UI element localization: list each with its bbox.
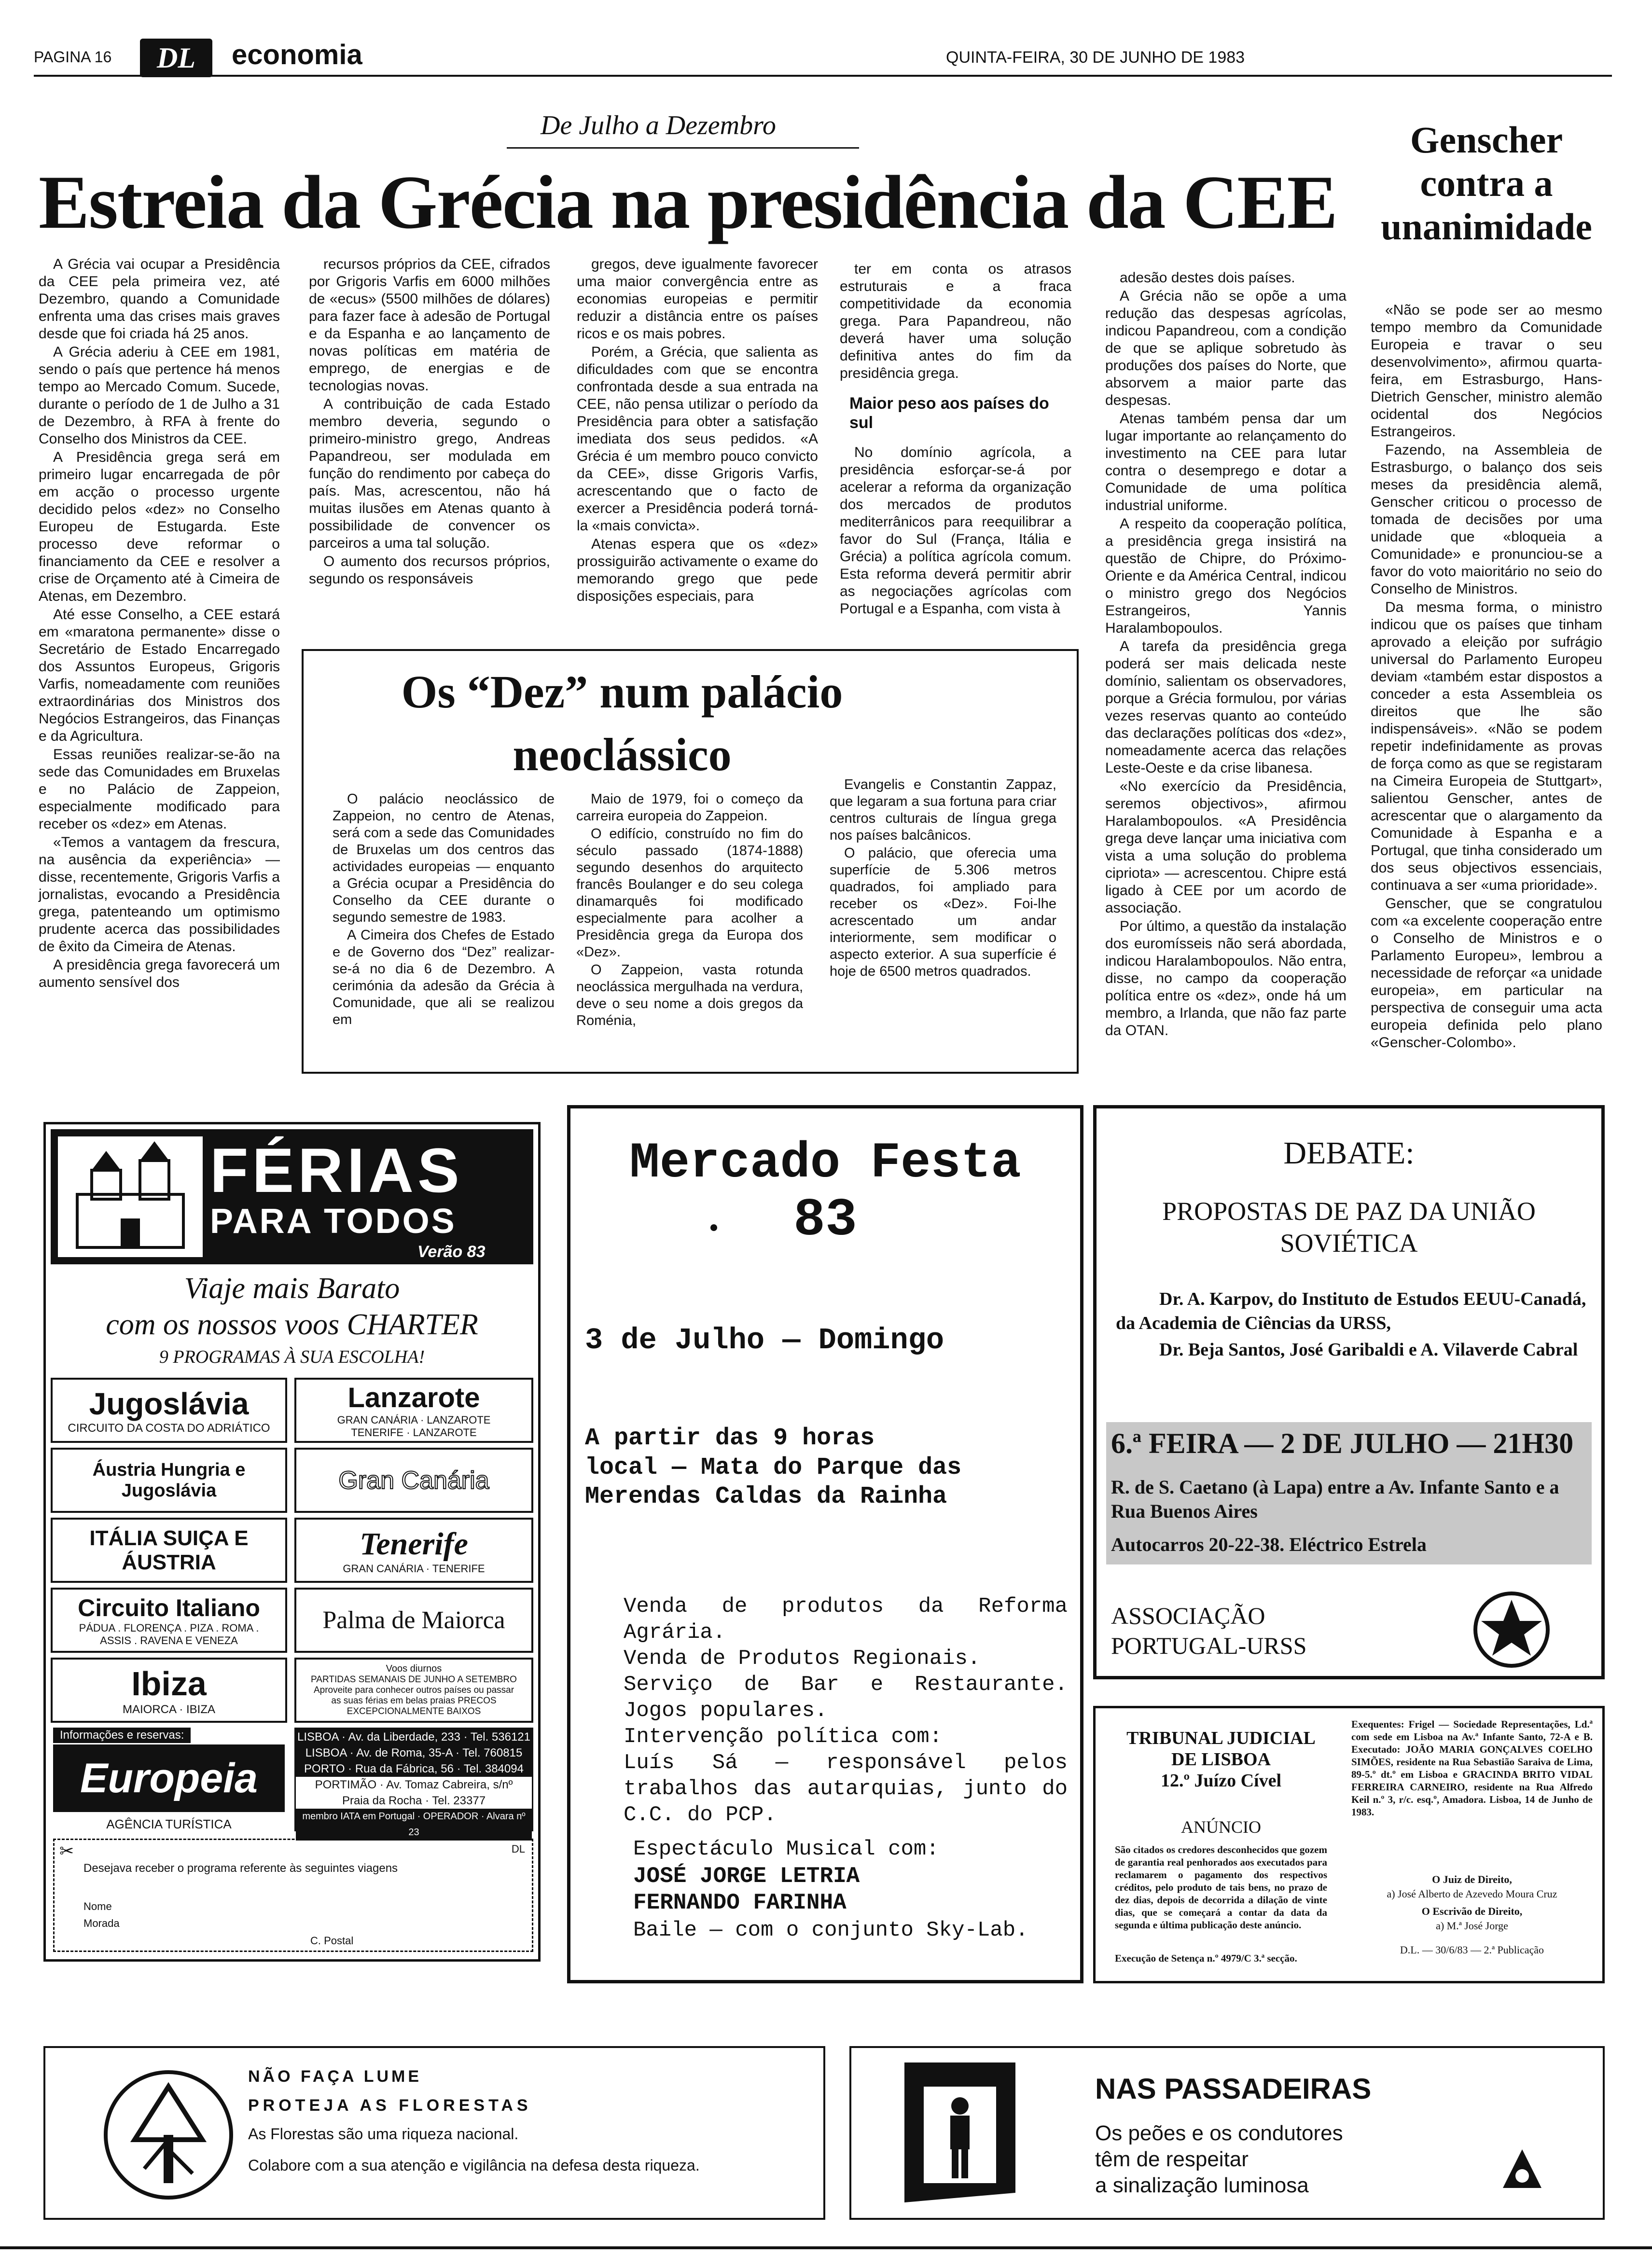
dest-name: Ibiza [131,1664,207,1702]
dest-lanzarote [294,1378,533,1443]
ferias-title: FÉRIAS [210,1135,463,1205]
coupon-request: Desejava receber o programa referente às seguintes viagens [83,1862,398,1875]
fire-line-2: PROTEJA AS FLORESTAS [248,2096,532,2115]
article-column-5 [1105,269,1347,1070]
ferias-slogan-1: Viaje mais Barato [184,1272,400,1305]
address-line: LISBOA · Av. da Liberdade, 233 · Tel. 536121 [296,1729,532,1745]
agency-logo [53,1744,285,1812]
ad-ferias [43,1122,541,1962]
coupon [53,1839,533,1952]
mercado-item: Intervenção política com: [624,1725,943,1749]
court-line: 12.º Juízo Cível [1160,1771,1282,1791]
article-column-2 [309,256,550,627]
debate-transport: Autocarros 20-22-38. Eléctrico Estrela [1111,1534,1427,1555]
castle-illustration [58,1136,203,1257]
palace-headline: Os “Dez” num palácio neoclássico [401,666,843,780]
notice-body: São citados os credores desconhecidos que gozem de garantia real penhorados aos executados para reclamarem o pagamento dos respectivos créditos, pelo produto de tais bens, no prazo de dez dias, depois de decorrida a dilação de vinte dias, que se começará a contar da data da segunda e última publicação deste anúncio. [1115,1844,1327,1931]
ad-tribunal [1093,1706,1605,1983]
ad-debate [1093,1105,1605,1679]
debate-speakers-1: Dr. A. Karpov, do Instituto de Estudos EEUU-Canadá, da Academia de Ciências da URSS, [1116,1289,1586,1333]
article-kicker: De Julho a Dezembro [541,111,776,140]
dest-sub: PARTIDAS SEMANAIS DE JUNHO A SETEMBRO Aproveite para conhecer outros países ou passar as suas férias em belas praias PRECOS EXCEPCIONALMENTE BAIXOS [311,1675,517,1716]
paragraph: A respeito da cooperação política, a presidência grega insistirá na questão de Chipre, do Próximo-Oriente e da América Central, indicou o ministro grego dos Negócios Estrangeiros, Yannis Haralambopoulos. [1105,516,1347,636]
paragraph: Porém, a Grécia, que salienta as dificuldades com que se encontra confrontada desde a sua entrada na CEE, não pensa utilizar o período da Presidência para obter a satisfação imediata dos seus pedidos. «A Grécia é um membro pouco convicto da CEE», disse Grigoris Varfis, acrescentando que o facto de exercer a Presidência poderá torná-la «mais convicta». [577,344,818,534]
agency-addresses [294,1728,533,1838]
mercado-place: local — Mata do Parque das Merendas Caldas da Rainha [585,1454,962,1510]
ferias-banner [51,1129,533,1264]
ad-fire-prevention [43,2046,825,2220]
crossing-line: têm de respeitar [1095,2147,1249,2171]
paragraph: A Grécia não se opõe a uma redução das despesas agrícolas, indicou Papandreou, com a condição de que se aplique sobretudo às produções dos países do Norte, que absorvem a maior parte das despesas. [1105,288,1347,408]
paragraph: O aumento dos recursos próprios, segundo os responsáveis [309,554,550,587]
agency-name: Europeia [80,1755,258,1801]
article-column-1 [39,256,280,1066]
section-title: economia [232,39,362,70]
paragraph: Atenas também pensa dar um lugar importante ao relançamento do investimento na CEE para lutar contra o desemprego e dotar a Comunidade de uma política industrial uniforme. [1105,411,1347,513]
paragraph: «Não se pode ser ao mesmo tempo membro da Comunidade Europeia e travar o seu desenvolvimento», afirmou quarta-feira, em Estrasburgo, Hans-Dietrich Genscher, ministro alemão ocidental dos Negócios Estrangeiros. [1371,302,1602,440]
article-column-3 [577,256,818,627]
crossing-line: Os peões e os condutores [1095,2121,1343,2145]
palace-column-3 [830,776,1056,1066]
dest-gran-canaria [294,1448,533,1513]
paragraph: gregos, deve igualmente favorecer uma maior convergência entre as economias europeias e permitir reduzir a distância entre os países ricos e os mais pobres. [577,256,818,342]
debate-when: 6.ª FEIRA — 2 DE JULHO — 21H30 [1111,1427,1574,1459]
paragraph: ter em conta os atrasos estruturais e a fraca competitividade da economia grega. Para Papandreou, não deverá haver uma solução definitiva antes do fim da presidência grega. [840,261,1071,381]
paragraph: No domínio agrícola, a presidência esforçar-se-á por acelerar a reforma da organização dos mercados de produtos mediterrânicos para reequilibrar a favor do Sul (França, Itália e Grécia) a política agrícola comum. Esta reforma deverá permitir abrir as negociações agrícolas com Portugal e a Espanha, com vista à [840,444,1071,617]
coupon-nome: Nome [83,1900,112,1912]
court-line: TRIBUNAL JUDICIAL [1126,1728,1316,1748]
mercado-date: 3 de Julho — Domingo [585,1323,944,1357]
mercado-item: Venda de produtos da Reforma Agrária. [624,1594,1068,1645]
issue-date: QUINTA-FEIRA, 30 DE JUNHO DE 1983 [946,48,1245,67]
paragraph: Evangelis e Constantin Zappaz, que legaram a sua fortuna para criar centros culturais de língua grega nos países balcânicos. [830,777,1056,843]
paragraph: A Cimeira dos Chefes de Estado e de Governo dos “Dez” realizar-se-á no dia 6 de Dezembro. A cerimónia da adesão da Grécia à Comunidade, que ali se realizou em [333,927,555,1027]
dest-name: Voos diurnos [386,1663,442,1674]
clerk-name: a) M.ª José Jorge [1436,1920,1508,1932]
palace-box [302,649,1079,1074]
main-headline: Estreia da Grécia na presidência da CEE [39,160,1337,245]
dest-sub: MAIORCA · IBIZA [122,1702,216,1716]
ferias-slogan-2: com os nossos voos CHARTER [106,1308,478,1341]
dest-palma [294,1588,533,1653]
dest-italia [51,1518,287,1583]
prevention-logo-icon [1493,2140,1551,2198]
mercado-artist: JOSÉ JORGE LETRIA [633,1864,860,1889]
address-line: PORTIMÃO · Av. Tomaz Cabreira, s/nº [315,1778,513,1791]
mercado-title: Mercado Festa [629,1135,1021,1192]
dest-voos-diurnos [294,1658,533,1723]
judge-label: O Juiz de Direito, [1432,1873,1512,1885]
dest-name: Áustria Hungria e Jugoslávia [92,1459,246,1501]
mercado-item: Luís Sá — responsável pelos trabalhos das autarquias, junto do C.C. do PCP. [624,1751,1068,1827]
paragraph: O edifício, construído no fim do século passado (1874-1888) segundo desenhos do arquitecto francês Boulanger e do seu colega dinamarquês foi modificado especialmente para acolher a Presidência grega da Europa dos «Dez». [576,826,803,960]
dest-sub: GRAN CANÁRIA · TENERIFE [343,1562,485,1575]
paragraph: Por último, a questão da instalação dos euromísseis não será abordada, indicou Haralambopoulos. Não entra, disse, no campo da cooperação política entre os «dez», onde há um membro, a Irlanda, que não faz parte da OTAN. [1105,918,1347,1038]
scissors-icon: ✂ [59,1841,74,1861]
notice-title: ANÚNCIO [1181,1817,1261,1837]
debate-organizer: ASSOCIAÇÃO PORTUGAL-URSS [1111,1602,1307,1659]
crossing-title: NAS PASSADEIRAS [1095,2073,1372,2105]
paragraph: O palácio, que oferecia uma superfície de 5.306 metros quadrados, foi ampliado para receber os «Dez». Foi-lhe acrescentado um andar interiormente, sem modificar o aspecto exterior. A sua superfície é hoje de 6500 metros quadrados. [830,845,1056,979]
mercado-item: Serviço de Bar e Restaurante. Jogos populares. [624,1673,1068,1723]
paragraph: «Temos a vantagem da frescura, na ausência da experiência» — disse, recentemente, Grigoris Varfis a jornalistas, evocando a Presidência grega, patenteando um optimismo prudente acerca das possibilidades de êxito da Cimeira de Atenas. [39,834,280,955]
newspaper-logo: DL [140,39,212,77]
crossing-body [1095,2120,1343,2199]
mercado-show-label: Espectáculo Musical com: [633,1837,939,1861]
dl-footer: D.L. — 30/6/83 — 2.ª Publicação [1400,1944,1544,1956]
ferias-subtitle: PARA TODOS [210,1202,457,1241]
mercado-artist: FERNANDO FARINHA [633,1890,847,1915]
paragraph: A contribuição de cada Estado membro deveria, segundo o primeiro-ministro grego, Andreas Papandreou, ser modulada em função do rendimento por cabeça do país. Mas, acrescentou, não há muitas ilusões em Atenas quanto à possibilidade de convencer os parceiros a uma tal solução. [309,396,550,551]
mercado-item: Venda de Produtos Regionais. [624,1647,981,1671]
address-line: LISBOA · Av. de Roma, 35-A · Tel. 760815 [296,1745,532,1761]
mercado-items [624,1593,1068,1828]
fire-line-4: Colabore com a sua atenção e vigilância na defesa desta riqueza. [248,2157,700,2174]
ferias-season: Verão 83 [417,1243,486,1261]
side-headline: Genscher contra a unanimidade [1381,119,1592,248]
paragraph: O palácio neoclássico de Zappeion, no centro de Atenas, será com a sede das Comunidades de Bruxelas um dos centros das actividades europeias — enquanto a Grécia ocupar a Presidência do Conselho da CEE durante o segundo semestre de 1983. [333,791,555,925]
palace-column-1 [333,791,555,1066]
paragraph: Atenas espera que os «dez» prossiguirão activamente o exame do memorando grego que pede disposições especiais, para [577,536,818,604]
dest-austria [51,1448,287,1513]
bottom-rule [0,2246,1652,2249]
fire-line-1: NÃO FAÇA LUME [248,2067,422,2086]
paragraph: A tarefa da presidência grega poderá ser mais delicada neste domínio, salientam os observadores, porque a Grécia formulou, por várias vezes reservas quanto ao conteúdo das declarações políticas dos «dez», nomeadamente acerca das relações Leste-Oeste e da crise libanesa. [1105,638,1347,776]
debate-subtitle: PROPOSTAS DE PAZ DA UNIÃO SOVIÉTICA [1162,1197,1536,1258]
dest-name: Palma de Maiorca [322,1606,505,1634]
debate-where: R. de S. Caetano (à Lapa) entre a Av. Infante Santo e a Rua Buenos Aires [1111,1476,1559,1522]
ad-crossing [849,2046,1605,2220]
dest-name: Circuito Italiano [78,1594,260,1621]
dest-tenerife [294,1518,533,1583]
side-article-body [1371,302,1602,1074]
paragraph: A Grécia vai ocupar a Presidência da CEE pela primeira vez, até Dezembro, quando a Comunidade enfrenta uma das crises mais graves desde que foi criada há 25 anos. [39,256,280,342]
pedestrian-signal-icon [900,2058,1020,2212]
subhead: Maior peso aos países do sul [849,394,1049,432]
palace-column-2 [576,791,803,1066]
paragraph: «No exercício da Presidência, seremos objectivos», afirmou Haralambopoulos. «A Presidência grega deve lançar uma iniciativa com vista a uma solução do problema cipriota» — acrescentou. Chipre está ligado à CEE por um acordo de associação. [1105,778,1347,916]
court-line: DE LISBOA [1171,1749,1271,1770]
debate-title: DEBATE: [1283,1135,1415,1171]
dest-name: Lanzarote [347,1382,480,1413]
paragraph: Até esse Conselho, a CEE estará em «maratona permanente» disse o Secretário de Estado Encarregado dos Assuntos Europeus, Grigoris Varfis, nomeadamente com reuniões extraordinárias dos Ministros dos Negócios Estrangeiros, das Finanças e da Agricultura. [39,607,280,744]
notice-parties: Exequentes: Frigel — Sociedade Representações, Ld.ª com sede em Lisboa na Av.ª Infante Santo, 72-A e B. Executado: JOÃO MARIA GONÇALVES COELHO SIMÕES, residente na Rua Sebastião Saraiva de Lima, 89-5.º dt.º em Lisboa e GRACINDA BRITO VIDAL FERREIRA CARNEIRO, residente na Rua Alfredo Keil n.º 3, r/c. esq.º, Amadora. Lisboa, 14 de Junho de 1983. [1351,1718,1593,1818]
ferias-programs: 9 PROGRAMAS À SUA ESCOLHA! [159,1347,425,1367]
dest-sub: PÁDUA . FLORENÇA . PIZA . ROMA . ASSIS . RAVENA E VENEZA [79,1621,259,1647]
coupon-cpostal: C. Postal [310,1935,354,1947]
address-line: membro IATA em Portugal · OPERADOR · Alvara nº 23 [296,1809,532,1841]
fire-line-3: As Florestas são uma riqueza nacional. [248,2125,519,2143]
court-name [1105,1728,1337,1791]
dest-name: Tenerife [360,1526,468,1562]
mercado-time: A partir das 9 horas [585,1425,875,1452]
coupon-dl: DL [511,1843,525,1855]
page-number: PAGINA 16 [34,48,112,66]
paragraph: Fazendo, na Assembleia de Estrasburgo, o balanço dos seis meses da presidência alemã, Genscher criticou o processo de tomada de decisões por uma unidade que «bloqueia a Comunidade» e pronunciou-se a favor do voto maioritário no seio do Conselho de Ministros. [1371,442,1602,597]
notice-case: Execução de Setença n.º 4979/C 3.ª secção. [1115,1952,1297,1964]
dest-sub: GRAN CANÁRIA · LANZAROTE TENERIFE · LANZAROTE [337,1414,491,1439]
paragraph: recursos próprios da CEE, cifrados por Grigoris Varfis em 6000 milhões de «ecus» (5500 milhões de dólares) para fazer face à adesão de Portugal e da Espanha e ao lançamento de novas políticas em matéria de emprego, de energias e de tecnologias novas. [309,256,550,394]
paragraph: adesão destes dois países. [1120,270,1295,286]
paragraph: Genscher, que se congratulou com «a excelente cooperação entre o Conselho de Ministros e o Parlamento Europeu», lembrou a necessidade de reforçar «a unidade europeia», em particular na perspectiva de conseguir uma acta europeia definida pelo plano «Genscher-Colombo». [1371,896,1602,1051]
mercado-year: 83 [793,1190,858,1251]
notice-signatures [1351,1872,1593,1957]
address-line: Praia da Rocha · Tel. 23377 [342,1794,486,1807]
dest-name: ITÁLIA SUIÇA E ÁUSTRIA [89,1526,249,1574]
dest-ibiza [51,1658,287,1723]
coupon-morada: Morada [83,1917,120,1929]
paragraph: A presidência grega favorecerá um aumento sensível dos [39,957,280,990]
paragraph: O Zappeion, vasta rotunda neoclássica mergulhada na verdura, deve o seu nome a dois gregos da Roménia, [576,962,803,1028]
paragraph: A Grécia aderiu à CEE em 1981, sendo o país que pertence há menos tempo ao Mercado Comum. Sucede, durante o período de 1 de Julho a 31 de Dezembro, à RFA à frente do Conselho dos Ministros da CEE. [39,344,280,447]
article-column-4 [840,261,1071,627]
paragraph: Essas reuniões realizar-se-ão na sede das Comunidades em Bruxelas e no Palácio de Zappeion, especialmente modificado para receber os «dez» em Atenas. [39,747,280,832]
kicker-rule [507,147,859,149]
clerk-label: O Escrivão de Direito, [1421,1905,1523,1917]
ad-mercado-festa [567,1105,1083,1983]
dest-sub: CIRCUITO DA COSTA DO ADRIÁTICO [68,1421,270,1435]
tree-emblem-icon [101,2067,236,2202]
agency-sub: AGÊNCIA TURÍSTICA [106,1817,232,1831]
header-rule [34,75,1612,77]
mercado-dance: Baile — com o conjunto Sky-Lab. [633,1918,1028,1942]
paragraph: Maio de 1979, foi o começo da carreira europeia do Zappeion. [576,791,803,824]
dest-name: Jugoslávia [89,1386,249,1421]
judge-name: a) José Alberto de Azevedo Moura Cruz [1387,1888,1557,1900]
star-emblem-icon [1473,1591,1550,1668]
dest-name: Gran Canária [338,1466,489,1495]
crossing-line: a sinalização luminosa [1095,2173,1309,2197]
debate-speakers-2: Dr. Beja Santos, José Garibaldi e A. Vilaverde Cabral [1159,1340,1578,1360]
paragraph: Da mesma forma, o ministro indicou que os países que tinham aprovado a eleição por sufrágio universal do Parlamento Europeu deviam «também estar dispostos a conceder a esta Assembleia os direitos que lhe são indispensáveis». «Não se podem repetir indefinidamente as provas de força como as que se registaram na Cimeira Europeia de Stuttgart», salientou Genscher, antes de acrescentar que o alargamento da Comunidade à Espanha e a Portugal, que tinha considerado um dos seus objectivos essenciais, continuava a ser «uma prioridade». [1371,599,1602,893]
address-line: PORTO · Rua da Fábrica, 56 · Tel. 384094 [296,1761,532,1777]
info-label: Informações e reservas: [53,1728,191,1743]
paragraph: A Presidência grega será em primeiro lugar encarregada de pôr em acção o processo urgente decidido pelos «dez» no Conselho Europeu de Estugarda. Este processo deve reformar o financiamento da CEE e resolver a crise de Orçamento até à Cimeira de Atenas, em Dezembro. [39,449,280,604]
dest-circuito-italiano [51,1588,287,1653]
dest-jugoslavia [51,1378,287,1443]
